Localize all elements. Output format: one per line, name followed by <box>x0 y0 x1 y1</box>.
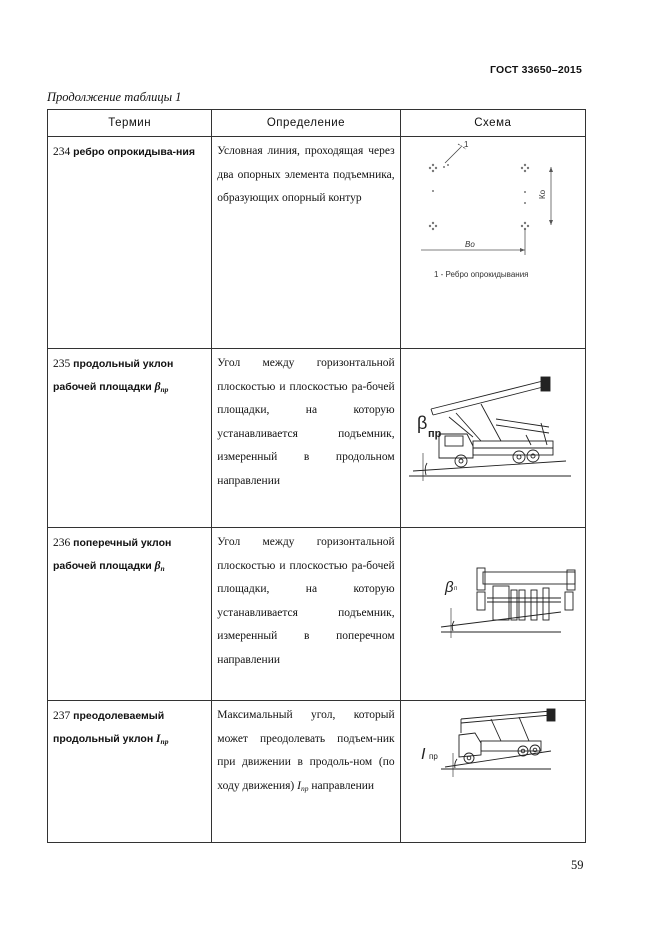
header-term: Термин <box>48 110 212 137</box>
definition-text: Условная линия, проходящая через два опорных элемента подъемника, образующих опорный контур <box>217 145 395 204</box>
callout-label: 1 <box>463 140 469 149</box>
page-number: 59 <box>571 858 584 872</box>
support-points <box>428 164 528 230</box>
dimension-ko-label: Ко <box>537 189 547 199</box>
term-symbol: β <box>154 381 161 393</box>
terms-table <box>47 109 586 843</box>
slope-symbol: β <box>416 413 427 433</box>
overturning-edge-diagram <box>401 137 584 342</box>
table-row <box>48 349 586 528</box>
term-cell <box>48 701 212 843</box>
slope-symbol-subscript: пр <box>427 428 442 440</box>
longitudinal-slope-diagram <box>401 349 584 521</box>
term-name: преодолеваемый продольный уклон <box>53 710 165 745</box>
term-name: продольный уклон рабочей площадки <box>53 358 174 393</box>
definition-cell <box>212 528 400 701</box>
term-cell <box>48 349 212 528</box>
table-header-row <box>48 110 586 137</box>
term-symbol-subscript: п <box>160 564 165 573</box>
definition-text: Угол между горизонтальной плоскостью и плоскостью ра-бочей площадки, на которую устанавливается подъемник, измеренный в продольном направлении <box>217 357 395 487</box>
scheme-cell <box>400 137 585 349</box>
slope-symbol: β <box>444 579 454 596</box>
term-number: 235 <box>53 358 71 370</box>
slope-symbol-subscript: п <box>453 586 457 592</box>
term-cell <box>48 137 212 349</box>
term-name: ребро опрокидыва-ния <box>73 146 195 158</box>
definition-symbol: I <box>297 779 301 792</box>
definition-symbol-subscript: пр <box>300 783 309 793</box>
table-row <box>48 137 586 349</box>
diagram-caption: 1 - Ребро опрокидывания <box>433 270 529 279</box>
term-symbol-subscript: пр <box>160 737 169 746</box>
scheme-cell <box>400 528 585 701</box>
header-scheme: Схема <box>400 110 585 137</box>
term-symbol: I <box>156 733 161 745</box>
header-definition: Определение <box>212 110 400 137</box>
gradeability-symbol: I <box>420 746 426 763</box>
table-continuation-label: Продолжение таблицы 1 <box>47 90 182 104</box>
term-symbol: β <box>154 560 161 572</box>
term-name: поперечный уклон рабочей площадки <box>53 537 172 572</box>
transverse-slope-diagram <box>401 528 584 694</box>
scheme-cell <box>400 701 585 843</box>
table-row <box>48 528 586 701</box>
gradeability-symbol-subscript: пр <box>428 752 438 761</box>
definition-cell <box>212 701 400 843</box>
term-number: 234 <box>53 146 71 158</box>
scheme-cell <box>400 349 585 528</box>
term-number: 237 <box>53 710 71 722</box>
standard-code: ГОСТ 33650–2015 <box>489 64 582 76</box>
term-symbol-subscript: пр <box>160 385 169 394</box>
term-number: 236 <box>53 537 71 549</box>
table-row <box>48 701 586 843</box>
definition-tail: направлении <box>311 779 375 792</box>
definition-text: Максимальный угол, который может преодолевать подъем-ник при движении в продоль-ном (по ходу движения) <box>217 709 395 792</box>
definition-cell <box>212 137 400 349</box>
definition-cell <box>212 349 400 528</box>
gradeability-diagram <box>401 701 584 836</box>
definition-text: Угол между горизонтальной плоскостью и плоскостью ра-бочей площадки, на которую устанавливается подъемник, измеренный в поперечном направлении <box>217 536 395 666</box>
term-cell <box>48 528 212 701</box>
dimension-bo-label: Во <box>464 240 475 249</box>
